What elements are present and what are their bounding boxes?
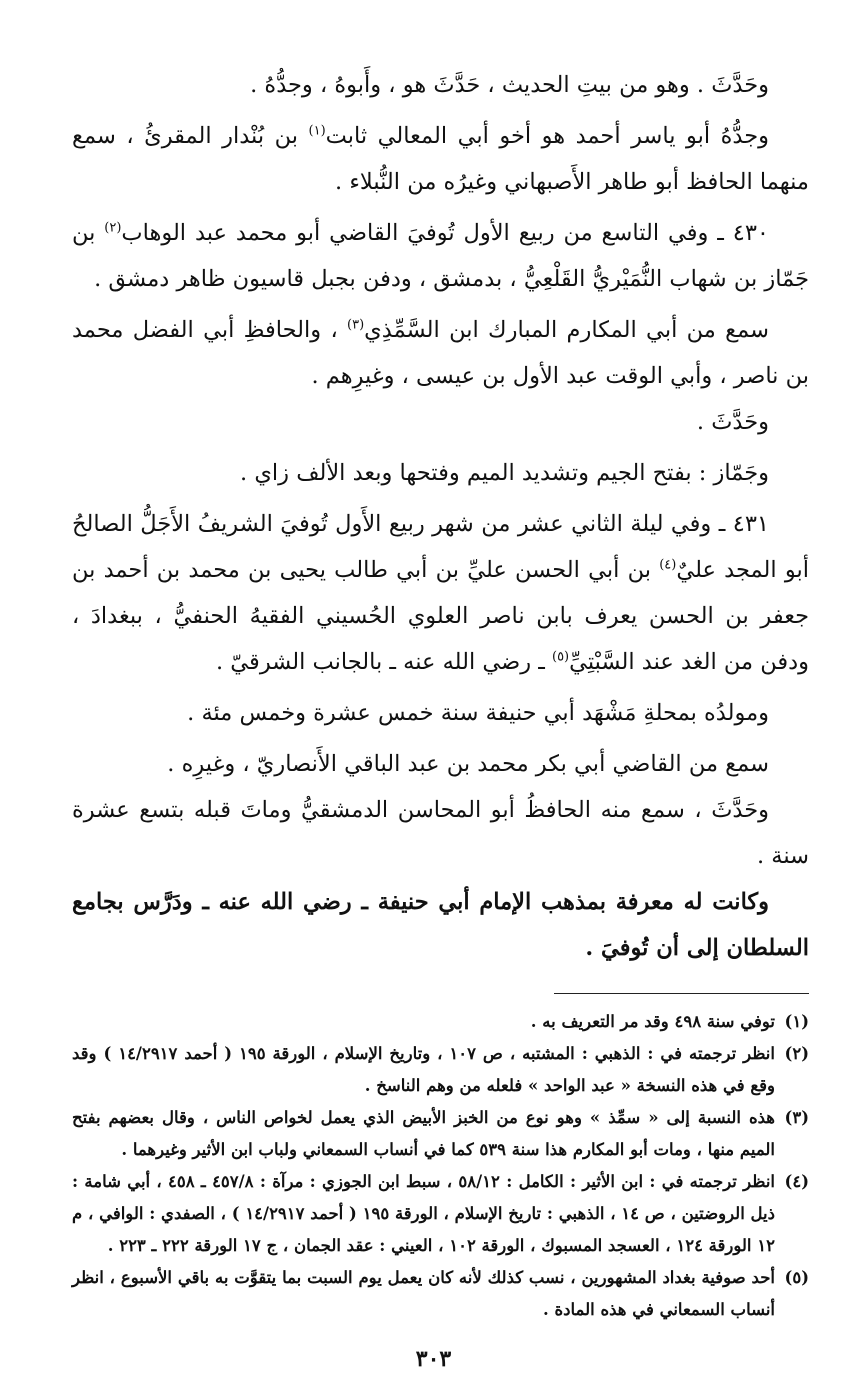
main-text [72, 62, 809, 971]
footnote-text: توفي سنة ٤٩٨ وقد مر التعريف به . [530, 1012, 775, 1031]
paragraph-4-head: سمع من أبي المكارم المبارك ابن السَّمِّذِي [364, 317, 769, 343]
footnote-separator-wrap [72, 993, 809, 994]
footnote-text: انظر ترجمته في : الذهبي : المشتبه ، ص ١٠٧ ، وتاريخ الإسلام ، الورقة ١٩٥ ( أحمد ١٤/٢٩١٧ ) وقد وقع في هذه النسخة « عبد الواحد » فلعله من وهم الناسخ . [72, 1044, 775, 1095]
footnote-ref-3: (٣) [347, 317, 365, 333]
entry-431-head: ٤٣١ ـ وفي ليلة الثاني عشر من شهر ربيع الأَول تُوفيَ الشريفُ الأَجَلُّ الصالحُ أبو المجد عليٌ [72, 511, 809, 583]
paragraph-5: وحَدَّثَ . [696, 409, 769, 435]
footnote-text: أحد صوفية بغداد المشهورين ، نسب كذلك لأنه كان يعمل يوم السبت بما يتقوَّت به باقي الأسبوع ، انظر أنساب السمعاني في هذه المادة . [72, 1268, 775, 1319]
entry-431 [72, 501, 809, 685]
paragraph-9: سمع من القاضي أبي بكر محمد بن عبد الباقي الأَنصاريّ ، وغيرِه . [167, 751, 769, 777]
page-number: ٣٠٣ [415, 1346, 452, 1372]
paragraph-2 [72, 113, 809, 205]
footnote-ref-1: (١) [308, 123, 326, 139]
entry-431-tail: ـ رضي الله عنه ـ بالجانب الشرقيّ . [216, 649, 552, 675]
footnote-4 [72, 1166, 809, 1262]
paragraph-2-head: وجدُّهُ أبو ياسر أحمد هو أخو أبي المعالي ثابت [325, 123, 769, 149]
footnote-3 [72, 1102, 809, 1166]
footnote-ref-4: (٤) [659, 557, 677, 573]
paragraph-11: وكانت له معرفة بمذهب الإمام أبي حنيفة ـ رضي الله عنه ـ ودَرَّس بجامع السلطان إلى أن تُوفيَ . [72, 889, 809, 961]
paragraph-4-tail: ، والحافظِ أبي الفضل محمد بن ناصر ، وأبي الوقت عبد الأول بن عيسى ، وغيرِهم . [72, 317, 809, 389]
footnote-number: (٢) [784, 1044, 809, 1063]
entry-430 [72, 210, 809, 302]
footnote-number: (٥) [784, 1268, 809, 1287]
paragraph-8: ومولدُه بمحلةِ مَشْهَد أبي حنيفة سنة خمس عشرة وخمس مئة . [187, 700, 769, 726]
footnote-number: (١) [784, 1012, 809, 1031]
paragraph-6: وجَمّاز : بفتح الجيم وتشديد الميم وفتحها وبعد الألف زاي . [240, 460, 769, 486]
footnote-separator [554, 993, 809, 994]
entry-430-tail: بن جَمّاز بن شهاب النُّمَيْريُّ القَلْعِيُّ ، بدمشق ، ودفن بجبل قاسيون ظاهر دمشق . [72, 220, 809, 292]
footnotes [72, 1006, 809, 1326]
paragraph-4 [72, 307, 809, 399]
footnote-5 [72, 1262, 809, 1326]
paragraph-10: وحَدَّثَ ، سمع منه الحافظُ أبو المحاسن الدمشقيُّ وماتَ قبله بتسع عشرة سنة . [72, 797, 809, 869]
entry-431-mid: بن أبي الحسن عليِّ بن أبي طالب يحيى بن محمد بن أحمد بن جعفر بن الحسن يعرف بابن ناصر العلوي الحُسيني الفقيهُ الحنفيُّ ، ببغدادَ ، ودفن من الغد عند السَّبْتِيِّ [72, 557, 809, 675]
entry-430-head: ٤٣٠ ـ وفي التاسع من ربيع الأول تُوفيَ القاضي أبو محمد عبد الوهاب [121, 220, 769, 246]
footnote-text: هذه النسبة إلى « سمِّذ » وهو نوع من الخبز الأبيض الذي يعمل لخواص الناس ، وقال بعضهم بفتح الميم منها ، ومات أبو المكارم هذا سنة ٥٣٩ كما في أنساب السمعاني ولباب ابن الأثير وغيرهما . [72, 1108, 775, 1159]
footnote-text: انظر ترجمته في : ابن الأثير : الكامل : ٥٨/١٢ ، سبط ابن الجوزي : مرآة : ٤٥٧/٨ ـ ٤٥٨ ، أبي شامة : ذيل الروضتين ، ص ١٤ ، الذهبي : تاريخ الإسلام ، الورقة ١٩٥ ( أحمد ١٤/٢٩١٧ ) ، الصفدي : الوافي ، م ١٢ الورقة ١٢٤ ، العسجد المسبوك ، الورقة ١٠٢ ، العيني : عقد الجمان ، ج ١٧ الورقة ٢٢٢ ـ ٢٢٣ . [72, 1172, 775, 1255]
paragraph-2-tail: بن بُنْدار المقرئُ ، سمع منهما الحافظ أبو طاهر الأَصبهاني وغيرُه من النُّبلاء . [72, 123, 809, 195]
footnote-ref-5: (٥) [551, 649, 570, 665]
paragraph-1: وحَدَّثَ . وهو من بيتِ الحديث ، حَدَّثَ هو ، وأَبوهُ ، وجدُّهُ . [250, 72, 769, 98]
footnote-number: (٣) [784, 1108, 809, 1127]
footnote-2 [72, 1038, 809, 1102]
footnote-ref-2: (٢) [104, 220, 122, 236]
footnote-number: (٤) [784, 1172, 809, 1191]
footnote-1 [72, 1006, 809, 1038]
